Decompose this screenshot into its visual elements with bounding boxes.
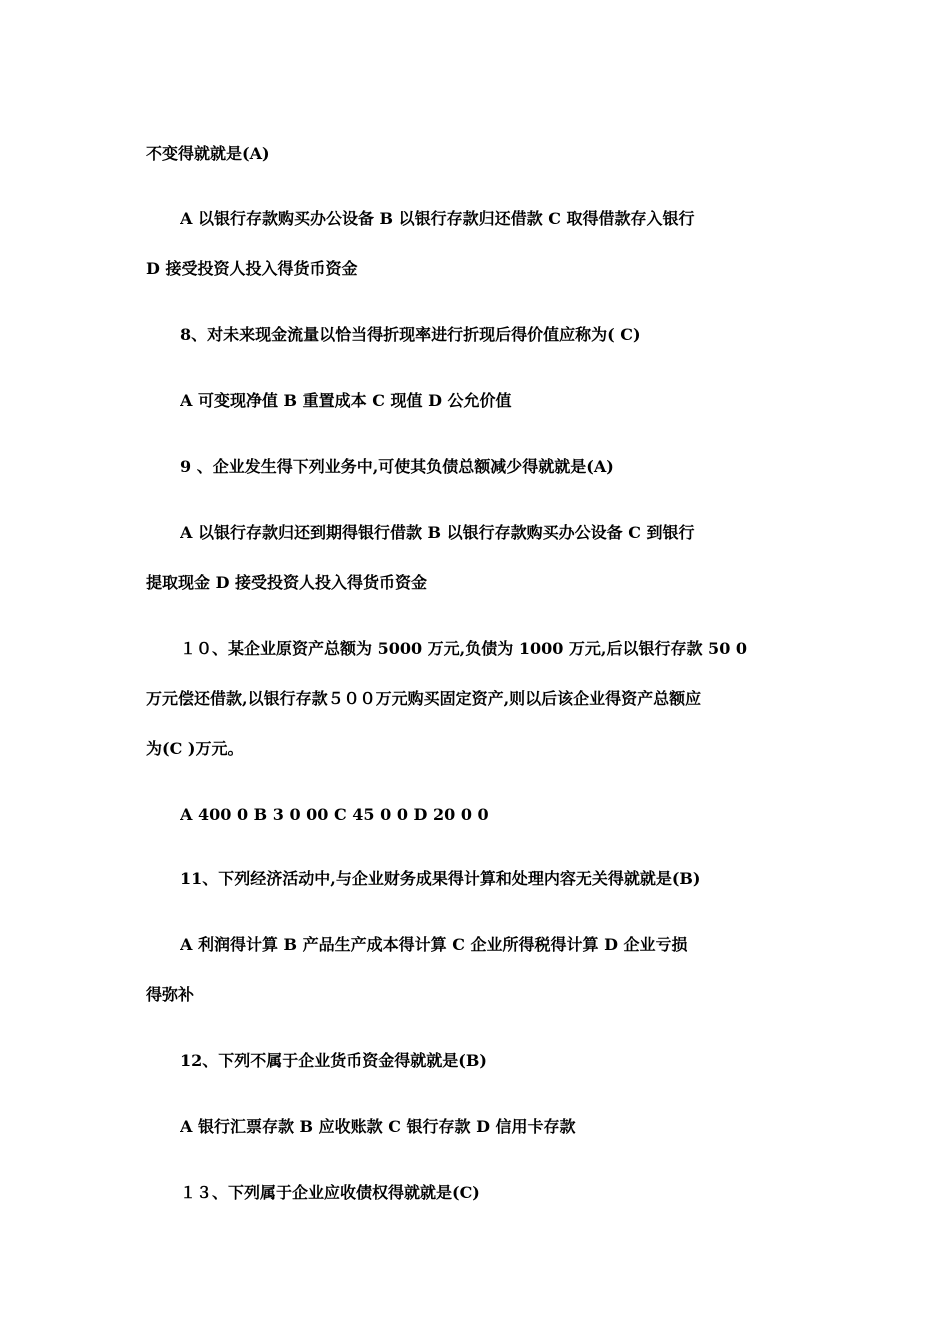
question-10-options: A 400 0 B 3 0 00 C 45 0 0 D 20 0 0 xyxy=(180,805,489,824)
question-10-line-2: 万元偿还借款,以银行存款５００万元购买固定资产,则以后该企业得资产总额应 xyxy=(146,689,702,708)
question-9-options-line-2: 提取现金 D 接受投资人投入得货币资金 xyxy=(146,573,428,592)
question-10-line-1: １０、某企业原资产总额为 5000 万元,负债为 1000 万元,后以银行存款 50 0 xyxy=(180,639,748,658)
question-7-options-line-1: A 以银行存款购买办公设备 B 以银行存款归还借款 C 取得借款存入银行 xyxy=(180,209,695,228)
question-12: 12、下列不属于企业货币资金得就就是(B) xyxy=(180,1051,487,1070)
question-12-options: A 银行汇票存款 B 应收账款 C 银行存款 D 信用卡存款 xyxy=(180,1117,576,1136)
question-7-options-line-2: D 接受投资人投入得货币资金 xyxy=(146,259,358,278)
question-11-options-line-1: A 利润得计算 B 产品生产成本得计算 C 企业所得税得计算 D 企业亏损 xyxy=(180,935,688,954)
question-9: 9 、企业发生得下列业务中,可使其负债总额减少得就就是(A) xyxy=(180,457,614,476)
question-8-options: A 可变现净值 B 重置成本 C 现值 D 公允价值 xyxy=(180,391,512,410)
question-11-options-line-2: 得弥补 xyxy=(146,985,195,1004)
question-13: １３、下列属于企业应收债权得就就是(C) xyxy=(180,1183,480,1202)
question-9-options-line-1: A 以银行存款归还到期得银行借款 B 以银行存款购买办公设备 C 到银行 xyxy=(180,523,695,542)
question-11: 11、下列经济活动中,与企业财务成果得计算和处理内容无关得就就是(B) xyxy=(180,869,701,888)
text-line-1: 不变得就就是(A) xyxy=(146,144,270,163)
question-8: 8、对未来现金流量以恰当得折现率进行折现后得价值应称为( C) xyxy=(180,325,641,344)
question-10-line-3: 为(C )万元。 xyxy=(146,739,244,758)
